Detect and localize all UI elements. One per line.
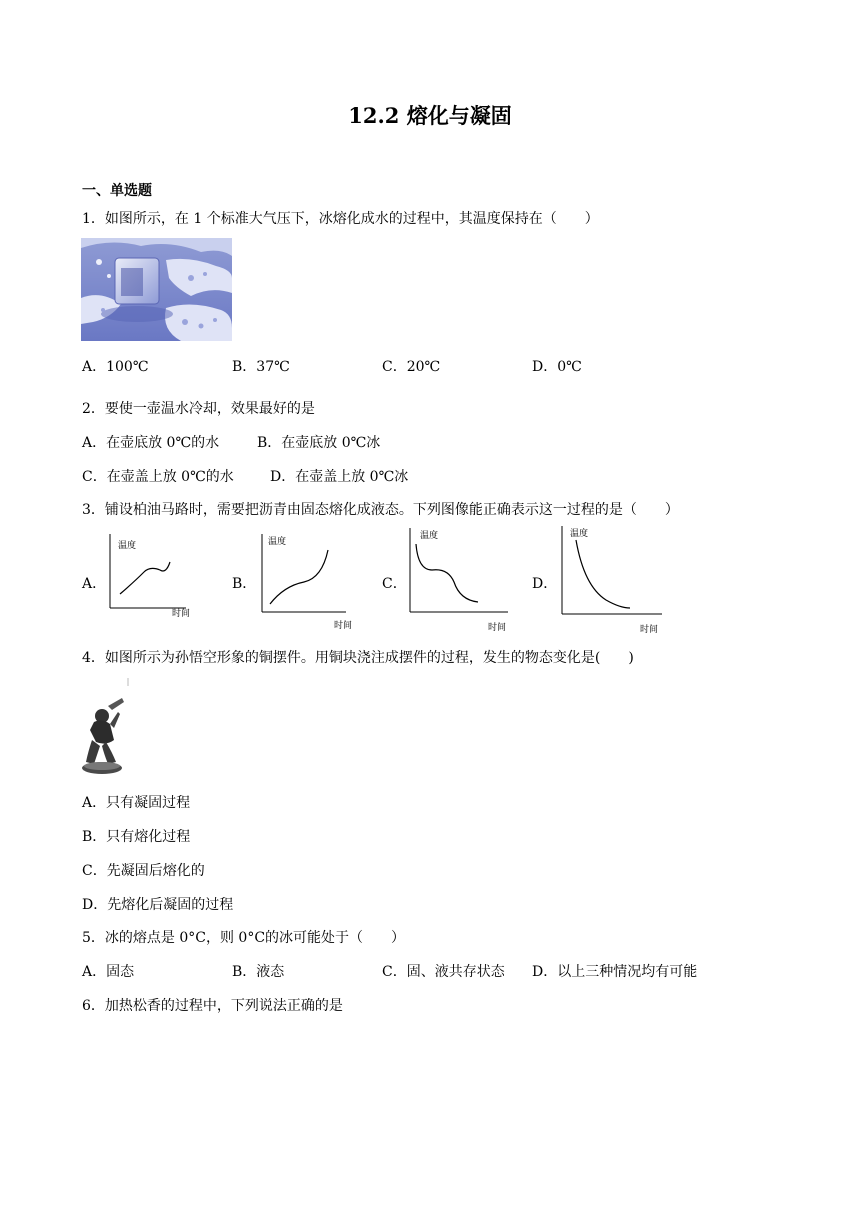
graph-d-ylabel: 温度	[570, 529, 589, 539]
q4-option-d[interactable]: D．先熔化后凝固的过程	[82, 897, 234, 913]
graph-b-xlabel: 时间	[334, 621, 353, 631]
q2-option-b[interactable]: B．在壶底放 0℃冰	[257, 435, 381, 451]
monkey-king-statue-image	[78, 676, 130, 776]
question-1-stem: 1．如图所示，在 1 个标准大气压下，冰熔化成水的过程中，其温度保持在（ ）	[82, 211, 599, 227]
graph-b	[254, 530, 353, 634]
q2-option-d[interactable]: D．在壶盖上放 0℃冰	[270, 469, 409, 485]
graph-d	[556, 524, 666, 634]
q3-option-c[interactable]: C．	[382, 576, 407, 592]
question-5-stem: 5．冰的熔点是 0°C，则 0°C的冰可能处于（ ）	[82, 930, 406, 946]
graph-c-xlabel: 时间	[488, 623, 507, 633]
q5-option-b[interactable]: B．液态	[232, 964, 285, 980]
graph-c	[402, 526, 512, 634]
ice-cube-image	[81, 238, 232, 341]
question-3-stem: 3．铺设柏油马路时，需要把沥青由固态熔化成液态。下列图像能正确表示这一过程的是（ ）	[82, 502, 679, 518]
q5-option-c[interactable]: C．固、液共存状态	[382, 964, 505, 980]
q4-option-c[interactable]: C．先凝固后熔化的	[82, 863, 205, 879]
section-heading: 一、单选题	[82, 183, 152, 199]
question-6-stem: 6．加热松香的过程中，下列说法正确的是	[82, 998, 343, 1014]
graph-d-xlabel: 时间	[640, 625, 659, 635]
q4-option-a[interactable]: A．只有凝固过程	[82, 795, 191, 811]
q1-option-d[interactable]: D．0℃	[532, 359, 582, 375]
q1-option-b[interactable]: B．37℃	[232, 359, 290, 375]
page-title: 12.2 熔化与凝固	[348, 103, 512, 128]
q3-option-b[interactable]: B．	[232, 576, 257, 592]
q4-option-b[interactable]: B．只有熔化过程	[82, 829, 191, 845]
graph-b-ylabel: 温度	[268, 537, 287, 547]
q1-option-c[interactable]: C．20℃	[382, 359, 441, 375]
graph-a-xlabel: 时间	[172, 609, 191, 619]
graph-a-ylabel: 温度	[118, 541, 137, 551]
q1-option-a[interactable]: A．100℃	[82, 359, 149, 375]
q3-option-d[interactable]: D．	[532, 576, 558, 592]
question-2-stem: 2．要使一壶温水冷却，效果最好的是	[82, 401, 315, 417]
q5-option-d[interactable]: D．以上三种情况均有可能	[532, 964, 698, 980]
q5-option-a[interactable]: A．固态	[82, 964, 135, 980]
q2-option-a[interactable]: A．在壶底放 0℃的水	[82, 435, 220, 451]
question-4-stem: 4．如图所示为孙悟空形象的铜摆件。用铜块浇注成摆件的过程，发生的物态变化是( )	[82, 650, 634, 666]
graph-a	[100, 532, 191, 619]
q3-option-a[interactable]: A．	[82, 576, 107, 592]
graph-c-ylabel: 温度	[420, 531, 439, 541]
q2-option-c[interactable]: C．在壶盖上放 0℃的水	[82, 469, 234, 485]
